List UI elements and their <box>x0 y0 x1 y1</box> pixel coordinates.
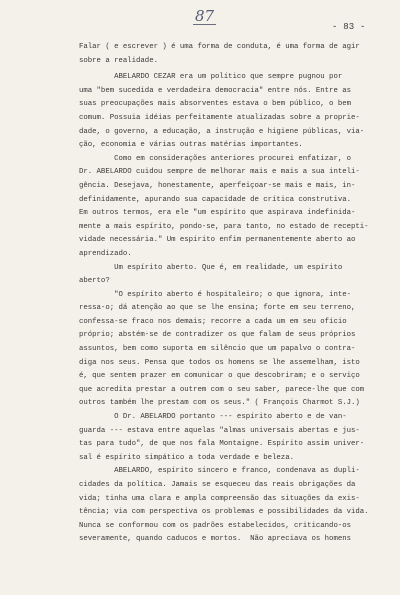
text-line: Falar ( e escrever ) é uma forma de conduta, é uma forma de agir <box>79 43 360 51</box>
text-line: ABELARDO CEZAR era um político que sempre pugnou por <box>79 73 343 82</box>
text-line: guarda --- estava entre aquelas "almas universais abertas e jus- <box>79 426 360 435</box>
text-line: ressa-o; dá atenção ao que se lhe ensina; forte em seu terreno, <box>79 304 356 313</box>
text-line: tas para tudo", de que nos fala Montaigne. Espírito assim univer- <box>79 440 365 449</box>
text-line: suas preocupações mais absorventes estava o bem público, o bem <box>79 100 351 109</box>
text-line: confessa-se fraco nos demais; recorre a cada um em seu ofício <box>79 317 347 326</box>
text-line: assuntos, bem como suporta em silêncio que um papalvo o contra- <box>79 345 356 354</box>
text-line: próprio; abstém-se de contradizer os que falam de seus próprios <box>79 331 356 340</box>
text-line: sobre a realidade. <box>79 56 158 65</box>
text-line: sal é espírito simpático a toda verdade e beleza. <box>79 453 294 462</box>
handwritten-page-number: 87 <box>195 7 215 25</box>
text-line: que acredita prestar a outrem com o seu saber, parece-lhe que com <box>79 385 365 394</box>
text-line: severamente, quando caducos e mortos. Não apreciava os homens <box>79 535 351 544</box>
text-line: definidamente, apurando sua capacidade de crítica construtiva. <box>79 195 351 204</box>
text-line: O Dr. ABELARDO portanto --- espírito aberto e de van- <box>79 413 347 422</box>
text-line: "O espírito aberto é hospitaleiro; o que ignora, inte- <box>79 290 351 299</box>
text-line: é, que sentem prazer em comunicar o que descobriram; e o serviço <box>79 372 360 381</box>
text-line: Dr. ABELARDO cuidou sempre de melhorar mais e mais a sua inteli- <box>79 168 360 177</box>
text-line: uma "bem sucedida e verdadeira democracia" entre nós. Entre as <box>79 86 351 95</box>
text-line: outros também lhe prestam com os seus." ( François Charmot S.J.) <box>79 399 360 408</box>
document-body <box>79 41 383 547</box>
text-line: aberto? <box>79 277 110 286</box>
text-line: vida; tinha uma clara e ampla compreensão das situações da exis- <box>79 494 360 503</box>
text-line: cidades da política. Jamais se esqueceu das reais obrigações da <box>79 481 356 489</box>
text-line: ABELARDO, espírito sincero e franco, condenava as dupli- <box>79 467 360 476</box>
text-line: comum. Possuia idéias perfeitamente atualizadas sobre a proprie- <box>79 113 360 122</box>
text-line: Em outros termos, era ele "um espírito que aspirava indefinida- <box>79 209 356 218</box>
text-line: vidade necessária." Um espírito enfim permanentemente aberto ao <box>79 236 356 245</box>
text-line: aprendizado. <box>79 249 132 258</box>
text-line: tência; via com perspectiva os problemas e possibilidades da vida. <box>79 508 369 517</box>
text-line: dade, o governo, a educação, a instrução e higiene públicas, via- <box>79 127 365 136</box>
text-line: gência. Desejava, honestamente, aperfeiçoar-se mais e mais, in- <box>79 181 356 190</box>
text-line: mente a mais espírito, pondo-se, para tanto, no estado de recepti- <box>79 222 369 231</box>
text-line: ção, economia e várias outras matérias importantes. <box>79 141 303 150</box>
text-line: Como em considerações anteriores procurei enfatizar, o <box>79 154 351 163</box>
text-line: diga nos seus. Pensa que todos os homens se lhe assemelham, isto <box>79 358 360 367</box>
text-line: Nunca se conformou com os padrões estabelecidos, criticando-os <box>79 521 351 530</box>
typed-page-number: - 83 - <box>332 22 366 32</box>
text-line: Um espírito aberto. Que é, em realidade, um espírito <box>79 263 343 272</box>
